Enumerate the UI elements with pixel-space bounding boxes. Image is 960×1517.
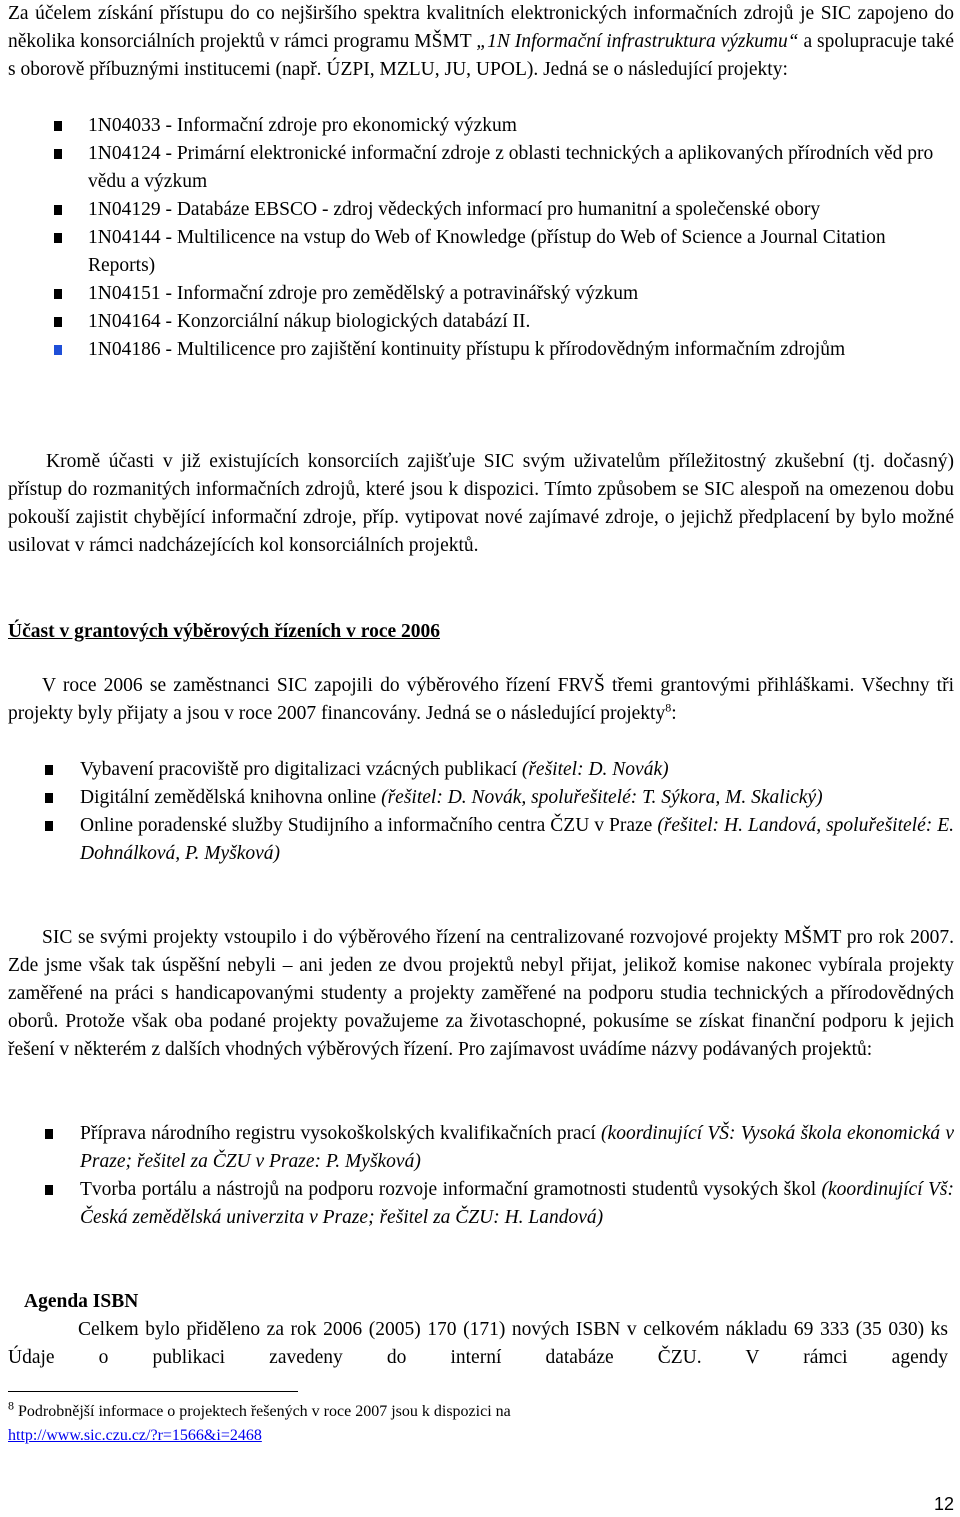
bullet-icon	[54, 289, 62, 299]
bullet-icon	[54, 149, 62, 159]
list-item: 1N04033 - Informační zdroje pro ekonomický výzkum	[8, 112, 954, 140]
grant-list	[8, 756, 954, 868]
footnote-link[interactable]: http://www.sic.czu.cz/?r=1566&i=2468	[8, 1427, 262, 1444]
bullet-icon	[54, 121, 62, 131]
list-item: Digitální zemědělská knihovna online (řešitel: D. Novák, spoluřešitelé: T. Sýkora, M. Skalický)	[8, 784, 954, 812]
bullet-icon	[45, 793, 53, 803]
section-heading-isbn: Agenda ISBN	[24, 1291, 139, 1312]
list-item: 1N04144 - Multilicence na vstup do Web of Knowledge (přístup do Web of Science a Journal Citation Reports)	[8, 224, 954, 280]
intro-text-1: Za účelem získání přístupu do co nejširšího spektra kvalitních elektronických informačních zdrojů je SIC zapojeno do několika konsorciálních projektů v rámci programu MŠMT	[8, 3, 954, 52]
paragraph-grants: V roce 2006 se zaměstnanci SIC zapojili do výběrového řízení FRVŠ třemi grantovými přihláškami. Všechny tři projekty byly přijaty a jsou v roce 2007 financovány. Jedná se o následující projekty$^8$:	[8, 675, 954, 724]
bullet-icon	[45, 821, 53, 831]
list-item: Vybavení pracoviště pro digitalizaci vzácných publikací (řešitel: D. Novák)	[8, 756, 954, 784]
intro-text-2: a spolupracuje také s oborově příbuznými institucemi (např. ÚZPI, MZLU, JU, UPOL). Jedná se o následující projekty:	[8, 31, 955, 80]
list-item: 1N04124 - Primární elektronické informační zdroje z oblasti technických a aplikovaných přírodních věd pro vědu a výzkum	[8, 140, 954, 196]
page-number: 12	[933, 1494, 954, 1514]
list-item: Tvorba portálu a nástrojů na podporu rozvoje informační gramotnosti studentů vysokých škol (koordinující Vš: Česká zemědělská univerzita v Praze; řešitel za ČZU: H. Landová)	[8, 1176, 954, 1232]
bullet-icon	[45, 765, 53, 775]
paragraph-isbn: Celkem bylo přiděleno za rok 2006 (2005) 170 (171) nových ISBN v celkovém nákladu 69 333 (35 030) ks Údaje o publikaci zavedeny do interní databáze ČZU. V rámci agendy	[8, 1319, 948, 1368]
list-item: 1N04186 - Multilicence pro zajištění kontinuity přístupu k přírodovědným informačním zdrojům	[8, 336, 954, 364]
project-list	[8, 112, 954, 364]
footnote-reference[interactable]: 8	[665, 700, 672, 715]
footnote: $^8$ Podrobnější informace o projektech řešených v roce 2007 jsou k dispozici na http://www.sic.czu.cz/?r=1566&i=2468	[8, 1398, 511, 1444]
central-project-list	[8, 1120, 954, 1232]
bullet-icon	[45, 1129, 53, 1139]
paragraph-krome: Kromě účasti v již existujících konsorciích zajišťuje SIC svým uživatelům příležitostný zkušební (tj. dočasný) přístup do rozmanitých informačních zdrojů, které jsou k dispozici. Tímto způsobem se SIC alespoň na omezenou dobu pokouší zajistit chybějící informační zdroje, příp. vytipovat nové zajímavé zdroje, o jejichž předplacení by bylo možné usilovat v rámci nadcházejících kol konsorciálních projektů.	[8, 451, 954, 556]
footnote-divider	[8, 1391, 298, 1392]
list-item: Online poradenské služby Studijního a informačního centra ČZU v Praze (řešitel: H. Landová, spoluřešitelé: E. Dohnálková, P. Myšková)	[8, 812, 954, 868]
intro-paragraph	[8, 0, 954, 84]
list-item: 1N04164 - Konzorciální nákup biologických databází II.	[8, 308, 954, 336]
section-heading-grants: Účast v grantových výběrových řízeních v roce 2006	[8, 621, 440, 642]
intro-italic: „1N Informační infrastruktura výzkumu“	[476, 31, 799, 52]
bullet-icon	[45, 1185, 53, 1195]
bullet-icon	[54, 345, 62, 355]
list-item: 1N04129 - Databáze EBSCO - zdroj vědeckých informací pro humanitní a společenské obory	[8, 196, 954, 224]
bullet-icon	[54, 317, 62, 327]
paragraph-central: SIC se svými projekty vstoupilo i do výběrového řízení na centralizované rozvojové projekty MŠMT pro rok 2007. Zde jsme však tak úspěšní nebyli – ani jeden ze dvou projektů nebyl přijat, jelikož komise nakonec vybírala projekty zaměřené na práci s handicapovanými studenty a projekty zaměřené na podporu studia technických a přírodovědných oborů. Protože však oba podané projekty považujeme za životaschopné, pokusíme se získat finanční podporu k jejich řešení v některém z dalších vhodných výběrových řízení. Pro zajímavost uvádíme názvy podávaných projektů:	[8, 927, 954, 1060]
bullet-icon	[54, 233, 62, 243]
bullet-icon	[54, 205, 62, 215]
list-item: 1N04151 - Informační zdroje pro zemědělský a potravinářský výzkum	[8, 280, 954, 308]
list-item: Příprava národního registru vysokoškolských kvalifikačních prací (koordinující VŠ: Vysoká škola ekonomická v Praze; řešitel za ČZU v Praze: P. Myšková)	[8, 1120, 954, 1176]
